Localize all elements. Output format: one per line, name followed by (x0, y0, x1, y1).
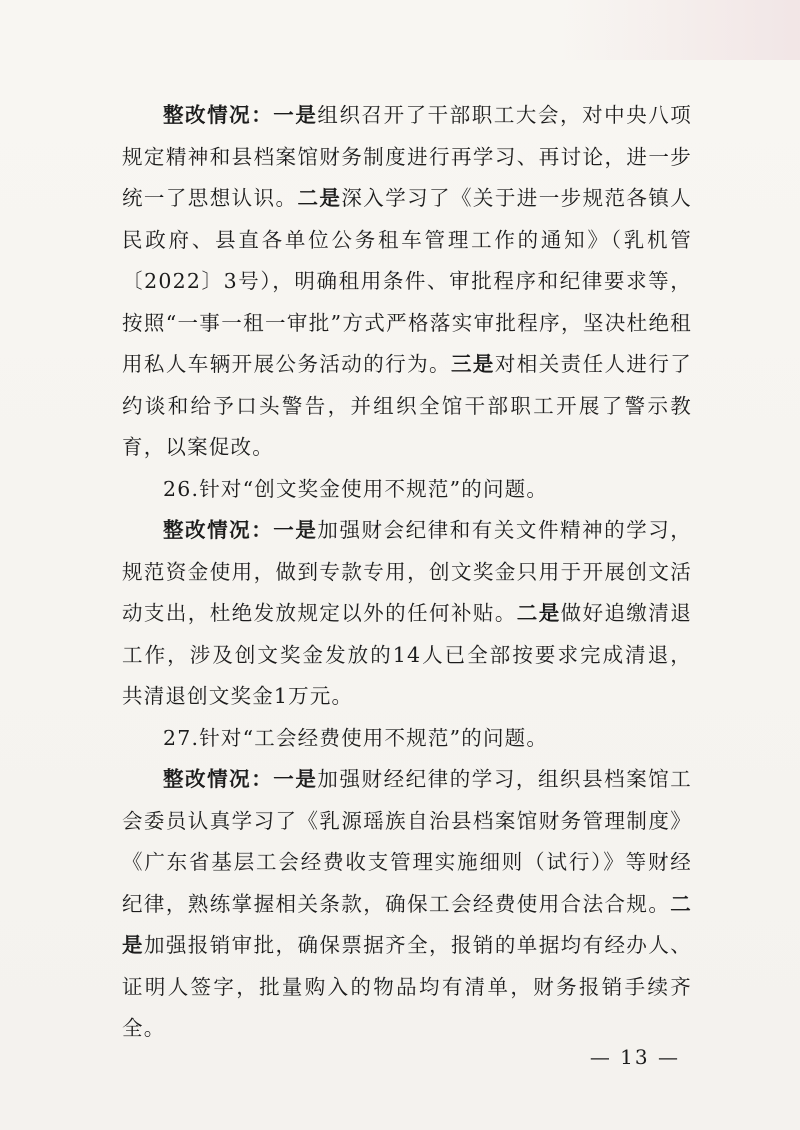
rectification-paragraph-2 (122, 510, 692, 718)
point-text: 加强财会纪律和有关文件精神的学习，规范资金使用，做到专款专用，创文奖金只用于开展创文活动支出，杜绝发放规定以外的任何补贴。 (122, 518, 693, 625)
point-key: 三是 (450, 352, 495, 376)
label: 整改情况： (163, 103, 274, 127)
point-key: 一是 (273, 518, 318, 542)
label: 整改情况： (163, 518, 274, 542)
item-27-heading: 27.针对“工会经费使用不规范”的问题。 (163, 725, 549, 750)
point-text: 组织召开了干部职工大会，对中央八项规定精神和县档案馆财务制度进行再学习、再讨论，进一步统一了思想认识。 (122, 103, 693, 210)
point-key: 一是 (273, 103, 318, 127)
point-text: 做好追缴清退工作，涉及创文奖金发放的14人已全部按要求完成清退，共清退创文奖金1万元。 (122, 601, 692, 708)
rectification-paragraph-3 (122, 759, 692, 1050)
point-text: 加强报销审批，确保票据齐全，报销的单据均有经办人、证明人签字，批量购入的物品均有清单，财务报销手续齐全。 (122, 933, 693, 1040)
point-text: 深入学习了《关于进一步规范各镇人民政府、县直各单位公务租车管理工作的通知》（乳机管〔2022〕3号），明确租用条件、审批程序和纪律要求等，按照“一事一租一审批”方式严格落实审批程序，坚决杜绝租用私人车辆开展公务活动的行为。 (122, 186, 692, 376)
point-key: 二是 (122, 891, 692, 957)
point-key: 二是 (516, 601, 561, 625)
point-key: 二是 (297, 186, 342, 210)
rectification-paragraph-1 (122, 95, 692, 469)
point-text: 对相关责任人进行了约谈和给予口头警告，并组织全馆干部职工开展了警示教育，以案促改。 (122, 352, 692, 459)
scan-tint (560, 0, 800, 60)
point-text: 加强财经纪律的学习，组织县档案馆工会委员认真学习了《乳源瑶族自治县档案馆财务管理制度》《广东省基层工会经费收支管理实施细则（试行）》等财经纪律，熟练掌握相关条款，确保工会经费使用合法合规。 (122, 767, 693, 916)
page-number: — 13 — (589, 1045, 680, 1069)
point-key: 一是 (273, 767, 318, 791)
item-26-heading: 26.针对“创文奖金使用不规范”的问题。 (163, 476, 549, 501)
body-text (122, 95, 692, 1050)
label: 整改情况： (163, 767, 274, 791)
